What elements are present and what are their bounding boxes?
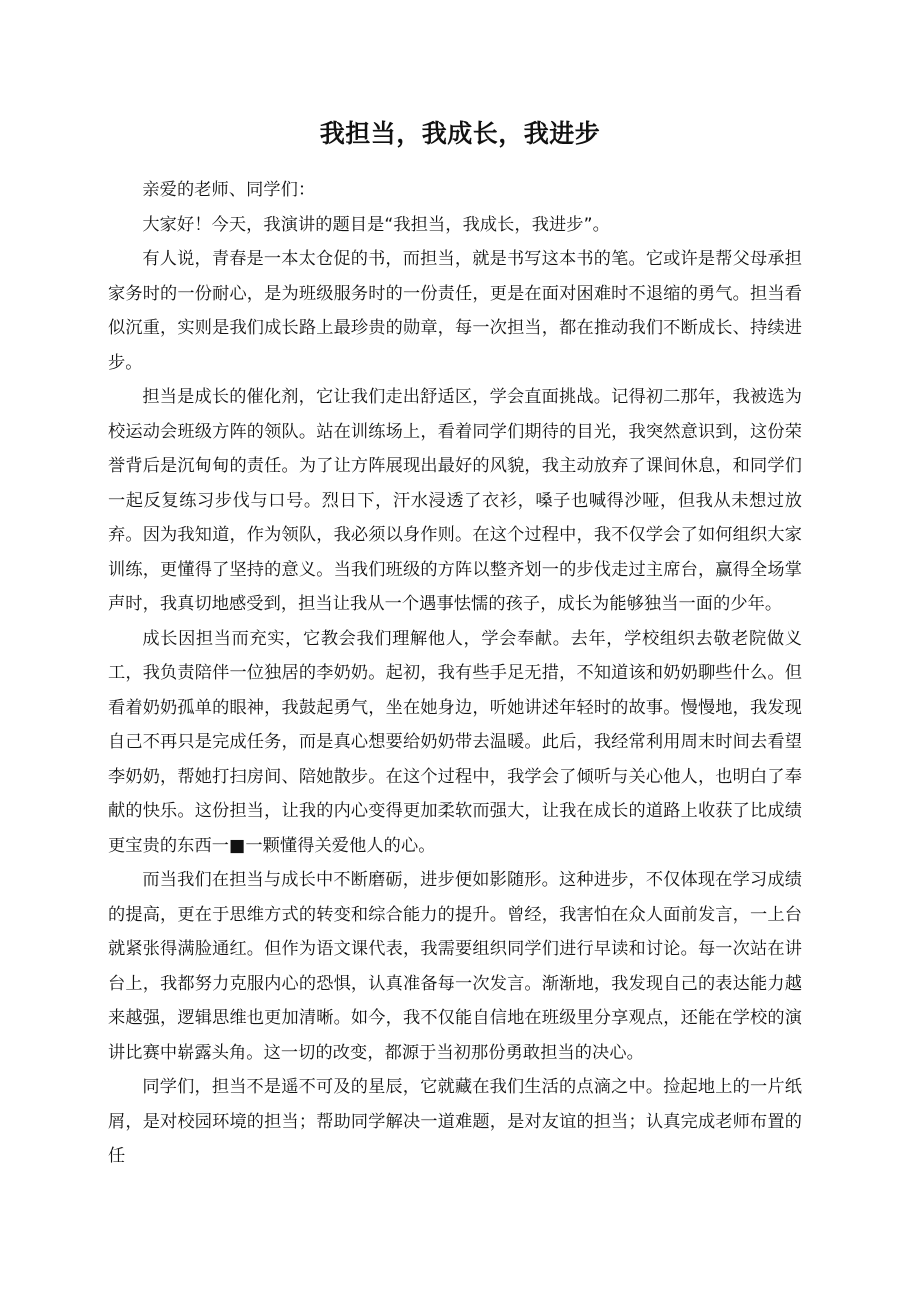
paragraph-intro: 有人说，青春是一本太仓促的书，而担当，就是书写这本书的笔。它或许是帮父母承担家务时的一份耐心，是为班级服务时的一份责任，更是在面对困难时不退缩的勇气。担当看似沉重，实则是我们成长路上最珍贵的勋章，每一次担当，都在推动我们不断成长、持续进步。 [108, 249, 802, 373]
speech-title: 我担当，我成长，我进步 [319, 119, 601, 148]
salutation-line: 亲爱的老师、同学们： [142, 180, 316, 200]
paragraph-caring-others: 成长因担当而充实，它教会我们理解他人，学会奉献。去年，学校组织去敬老院做义工，我负责陪伴一位独居的李奶奶。起初，我有些手足无措，不知道该和奶奶聊些什么。但看着奶奶孤单的眼神，我鼓起勇气，坐在她身边，听她讲述年轻时的故事。慢慢地，我发现自己不再只是完成任务，而是真心想要给奶奶带去温暖。此后，我经常利用周末时间去看望李奶奶，帮她打扫房间、陪她散步。在这个过程中，我学会了倾听与关心他人，也明白了奉献的快乐。这份担当，让我的内心变得更加柔软而强大，让我在成长的道路上收获了比成绩更宝贵的东西一■一颗懂得关爱他人的心。 [108, 628, 802, 856]
paragraph-closing-partial: 同学们，担当不是遥不可及的星辰，它就藏在我们生活的点滴之中。捡起地上的一片纸屑，是对校园环境的担当；帮助同学解决一道难题，是对友谊的担当；认真完成老师布置的任 [108, 1077, 802, 1166]
paragraph-growth-catalyst: 担当是成长的催化剂，它让我们走出舒适区，学会直面挑战。记得初二那年，我被选为校运动会班级方阵的领队。站在训练场上，看着同学们期待的目光，我突然意识到，这份荣誉背后是沉甸甸的责任。为了让方阵展现出最好的风貌，我主动放弃了课间休息，和同学们一起反复练习步伐与口号。烈日下，汗水浸透了衣衫，嗓子也喊得沙哑，但我从未想过放弃。因为我知道，作为领队，我必须以身作则。在这个过程中，我不仅学会了如何组织大家训练，更懂得了坚持的意义。当我们班级的方阵以整齐划一的步伐走过主席台，赢得全场掌声时，我真切地感受到，担当让我从一个遇事怯懦的孩子，成长为能够独当一面的少年。 [108, 387, 802, 614]
paragraph-progress: 而当我们在担当与成长中不断磨砺，进步便如影随形。这种进步，不仅体现在学习成绩的提高，更在于思维方式的转变和综合能力的提升。曾经，我害怕在众人面前发言，一上台就紧张得满脸通红。但作为语文课代表，我需要组织同学们进行早读和讨论。每一次站在讲台上，我都努力克服内心的恐惧，认真准备每一次发言。渐渐地，我发现自己的表达能力越来越强，逻辑思维也更加清晰。如今，我不仅能自信地在班级里分享观点，还能在学校的演讲比赛中崭露头角。这一切的改变，都源于当初那份勇敢担当的决心。 [108, 870, 802, 1063]
greeting-line: 大家好！今天，我演讲的题目是“我担当，我成长，我进步”。 [142, 214, 610, 235]
speech-body [108, 173, 802, 1174]
